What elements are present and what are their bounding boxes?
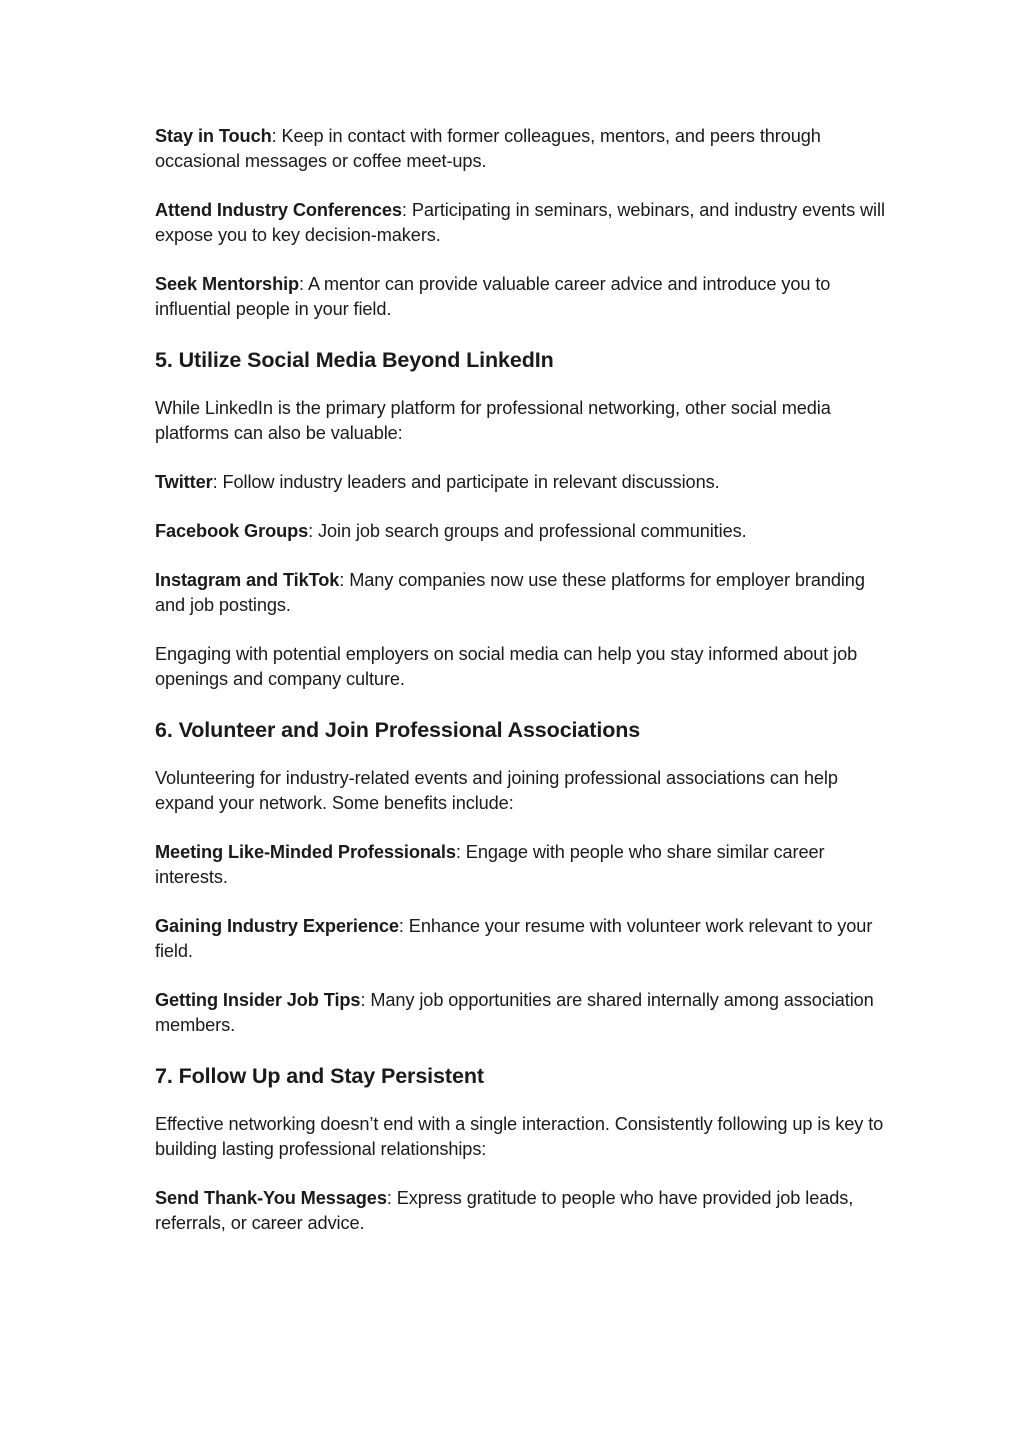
tip-term: Attend Industry Conferences: [155, 200, 402, 220]
tip-term: Twitter: [155, 472, 213, 492]
tip-term: Gaining Industry Experience: [155, 916, 399, 936]
tip-paragraph: [155, 198, 885, 248]
section-heading: 7. Follow Up and Stay Persistent: [155, 1064, 484, 1088]
tip-paragraph: [155, 840, 885, 890]
paragraph-text: : Enhance your resume with volunteer work relevant to your field.: [155, 916, 873, 961]
tip-term: Send Thank-You Messages: [155, 1188, 387, 1208]
paragraph-text: : Express gratitude to people who have provided job leads, referrals, or career advice.: [155, 1188, 854, 1233]
section-heading: 5. Utilize Social Media Beyond LinkedIn: [155, 348, 554, 372]
paragraph-text: Effective networking doesn’t end with a single interaction. Consistently following up is key to building lasting professional relationships:: [155, 1114, 884, 1159]
tip-paragraph: [155, 470, 885, 495]
paragraph-text: : Keep in contact with former colleagues, mentors, and peers through occasional messages or coffee meet-ups.: [155, 126, 821, 171]
tip-term: Stay in Touch: [155, 126, 272, 146]
document-page: [155, 124, 885, 1260]
tip-term: Facebook Groups: [155, 521, 309, 541]
paragraph-text: Engaging with potential employers on social media can help you stay informed about job openings and company culture.: [155, 644, 858, 689]
paragraph-text: While LinkedIn is the primary platform for professional networking, other social media platforms can also be valuable:: [155, 398, 831, 443]
tip-paragraph: [155, 568, 885, 618]
tip-term: Instagram and TikTok: [155, 570, 340, 590]
paragraph-text: Volunteering for industry-related events and joining professional associations can help expand your network. Some benefits include:: [155, 768, 838, 813]
tip-paragraph: [155, 519, 885, 544]
paragraph-text: : Participating in seminars, webinars, and industry events will expose you to key decision-makers.: [155, 200, 885, 245]
paragraph-text: : Many job opportunities are shared internally among association members.: [155, 990, 874, 1035]
tip-paragraph: [155, 914, 885, 964]
section-heading: 6. Volunteer and Join Professional Associations: [155, 718, 641, 742]
paragraph-text: : Many companies now use these platforms for employer branding and job postings.: [155, 570, 865, 615]
tip-term: Getting Insider Job Tips: [155, 990, 361, 1010]
tip-term: Seek Mentorship: [155, 274, 300, 294]
tip-paragraph: [155, 124, 885, 174]
paragraph-text: : A mentor can provide valuable career advice and introduce you to influential people in your field.: [155, 274, 831, 319]
tip-paragraph: [155, 1186, 885, 1236]
body-paragraph: [155, 642, 885, 692]
tip-term: Meeting Like-Minded Professionals: [155, 842, 456, 862]
tip-paragraph: [155, 272, 885, 322]
body-paragraph: [155, 766, 885, 816]
body-paragraph: [155, 1112, 885, 1162]
paragraph-text: : Follow industry leaders and participate in relevant discussions.: [212, 472, 720, 492]
body-paragraph: [155, 396, 885, 446]
tip-paragraph: [155, 988, 885, 1038]
paragraph-text: : Engage with people who share similar career interests.: [155, 842, 825, 887]
paragraph-text: : Join job search groups and professional communities.: [308, 521, 747, 541]
